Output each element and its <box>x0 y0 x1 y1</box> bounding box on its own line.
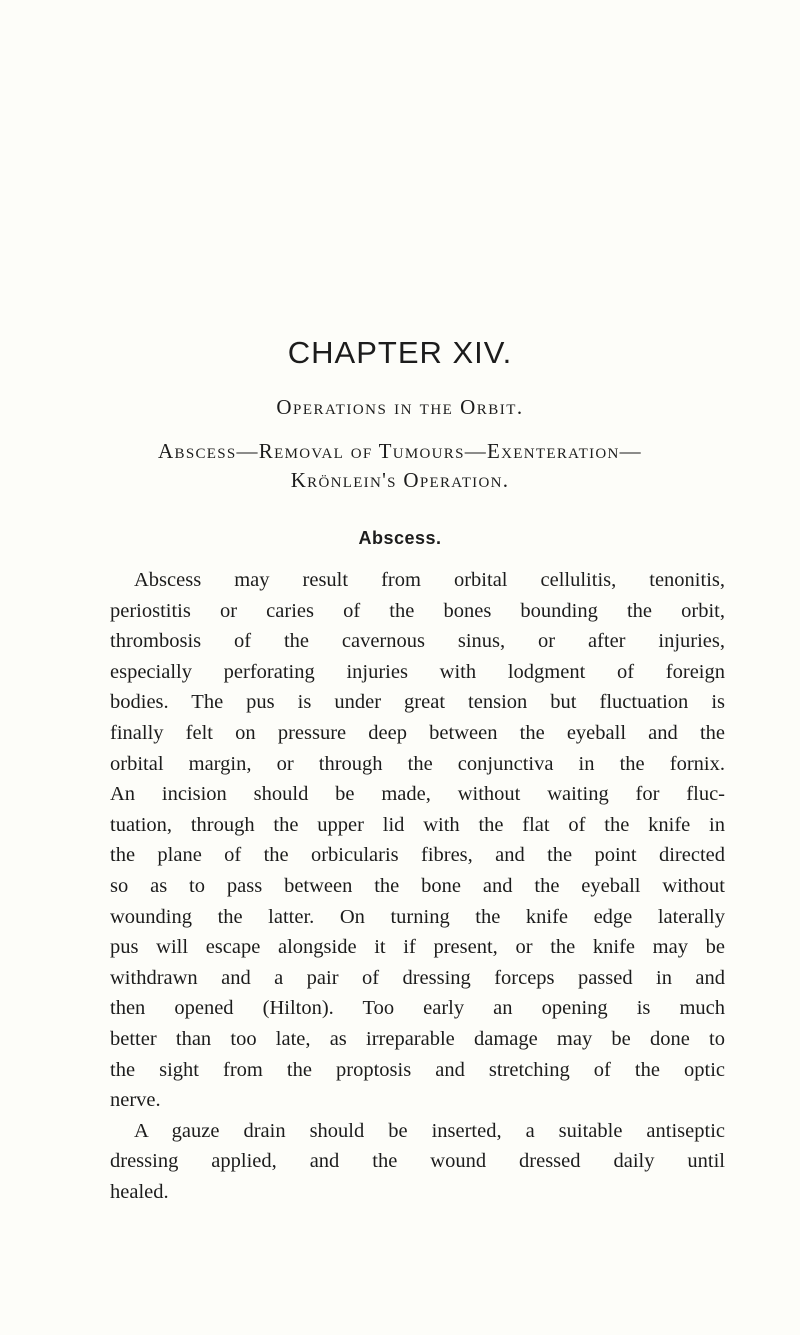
text-line: pus will escape alongside it if present, or the knife may be <box>110 936 725 959</box>
text-line: then opened (Hilton). Too early an opening is much <box>110 997 725 1020</box>
text-line: the sight from the proptosis and stretching of the optic <box>110 1058 725 1081</box>
text-line: finally felt on pressure deep between the eyeball and the <box>110 721 725 744</box>
text-line: thrombosis of the cavernous sinus, or after injuries, <box>110 630 725 653</box>
chapter-topics <box>60 437 740 495</box>
section-heading: Abscess. <box>358 528 442 548</box>
text-line: withdrawn and a pair of dressing forceps passed in and <box>110 966 725 989</box>
text-line: so as to pass between the bone and the eyeball without <box>110 874 725 897</box>
text-line: the plane of the orbicularis fibres, and the point directed <box>110 844 725 867</box>
text-line: nerve. <box>110 1089 161 1112</box>
text-line: tuation, through the upper lid with the flat of the knife in <box>110 813 725 836</box>
text-line: wounding the latter. On turning the knife edge laterally <box>110 905 725 928</box>
text-line: healed. <box>110 1180 169 1203</box>
text-line: better than too late, as irreparable damage may be done to <box>110 1027 725 1050</box>
body-text <box>110 565 725 1207</box>
chapter-title: CHAPTER XIV. <box>287 335 513 370</box>
chapter-subtitle: Operations in the Orbit. <box>276 395 524 419</box>
text-line: bodies. The pus is under great tension but fluctuation is <box>110 691 725 714</box>
chapter-topics-line-1: Abscess—Removal of Tumours—Exenteration— <box>158 439 642 463</box>
chapter-topics-line-2: Krönlein's Operation. <box>290 468 510 492</box>
text-line: An incision should be made, without waiting for fluc- <box>110 783 725 806</box>
text-line: dressing applied, and the wound dressed daily until <box>110 1150 725 1173</box>
text-line: orbital margin, or through the conjunctiva in the fornix. <box>110 752 725 775</box>
text-line: Abscess may result from orbital cellulitis, tenonitis, <box>134 569 725 591</box>
text-line: periostitis or caries of the bones bounding the orbit, <box>110 599 725 622</box>
text-line: A gauze drain should be inserted, a suitable antiseptic <box>134 1119 725 1142</box>
text-line: especially perforating injuries with lodgment of foreign <box>110 660 725 683</box>
